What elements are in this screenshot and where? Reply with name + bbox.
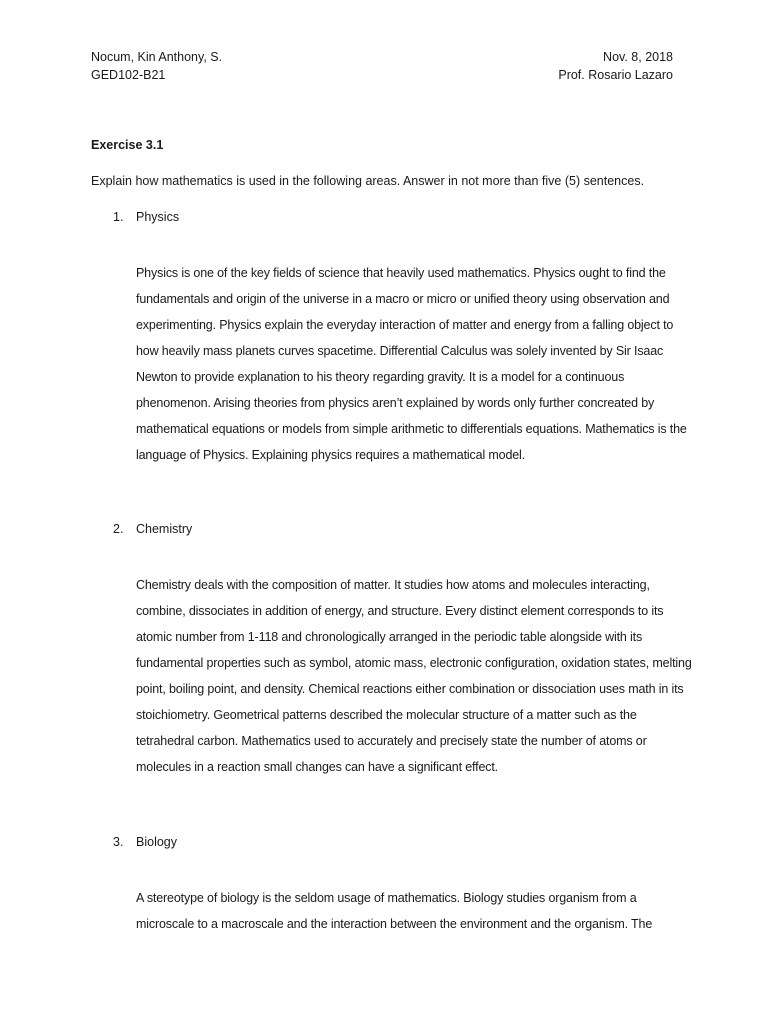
header-left: [91, 48, 222, 84]
section-heading: [91, 833, 691, 851]
section-number: 1.: [113, 210, 124, 224]
exercise-instruction: Explain how mathematics is used in the following areas. Answer in not more than five (5) sentences.: [91, 174, 645, 188]
section-paragraph: Physics is one of the key fields of science that heavily used mathematics. Physics ought to find the fundamentals and origin of the universe in a macro or micro or unified theory using observation and experimenting. Physics explain the everyday interaction of matter and energy from a falling object to how heavily mass planets curves spacetime. Differential Calculus was solely invented by Sir Isaac Newton to provide explanation to his theory regarding gravity. It is a model for a continuous phenomenon. Arising theories from physics aren’t explained by words only further concreated by mathematical equations or models from simple arithmetic to differentials equations. Mathematics is the language of Physics. Explaining physics requires a mathematical model.: [136, 266, 687, 462]
header-right: [558, 48, 673, 84]
section-title: Biology: [136, 835, 177, 849]
section-heading: [91, 208, 691, 226]
section-title: Chemistry: [136, 522, 193, 536]
section-paragraph: A stereotype of biology is the seldom usage of mathematics. Biology studies organism from a microscale to a macroscale and the interaction between the environment and the organism. The: [136, 891, 653, 931]
section-number: 3.: [113, 835, 124, 849]
course-section: GED102-B21: [91, 68, 166, 82]
document-date: Nov. 8, 2018: [603, 50, 673, 64]
section-heading: [91, 520, 691, 538]
section-paragraph: Chemistry deals with the composition of matter. It studies how atoms and molecules interacting, combine, dissociates in addition of energy, and structure. Every distinct element corresponds to its atomic number from 1-118 and chronologically arranged in the periodic table alongside with its fundamental properties such as symbol, atomic mass, electronic configuration, oxidation states, melting point, boiling point, and density. Chemical reactions either combination or dissociation uses math in its stoichiometry. Geometrical patterns described the molecular structure of a matter such as the tetrahedral carbon. Mathematics used to accurately and precisely state the number of atoms or molecules in a reaction small changes can have a significant effect.: [136, 578, 692, 774]
student-name: Nocum, Kin Anthony, S.: [91, 50, 223, 64]
exercise-title: Exercise 3.1: [91, 138, 164, 152]
section-physics: [91, 208, 691, 468]
section-biology: [91, 833, 691, 937]
section-chemistry: [91, 520, 691, 780]
professor-name: Prof. Rosario Lazaro: [558, 68, 673, 82]
section-title: Physics: [136, 210, 180, 224]
section-number: 2.: [113, 522, 124, 536]
